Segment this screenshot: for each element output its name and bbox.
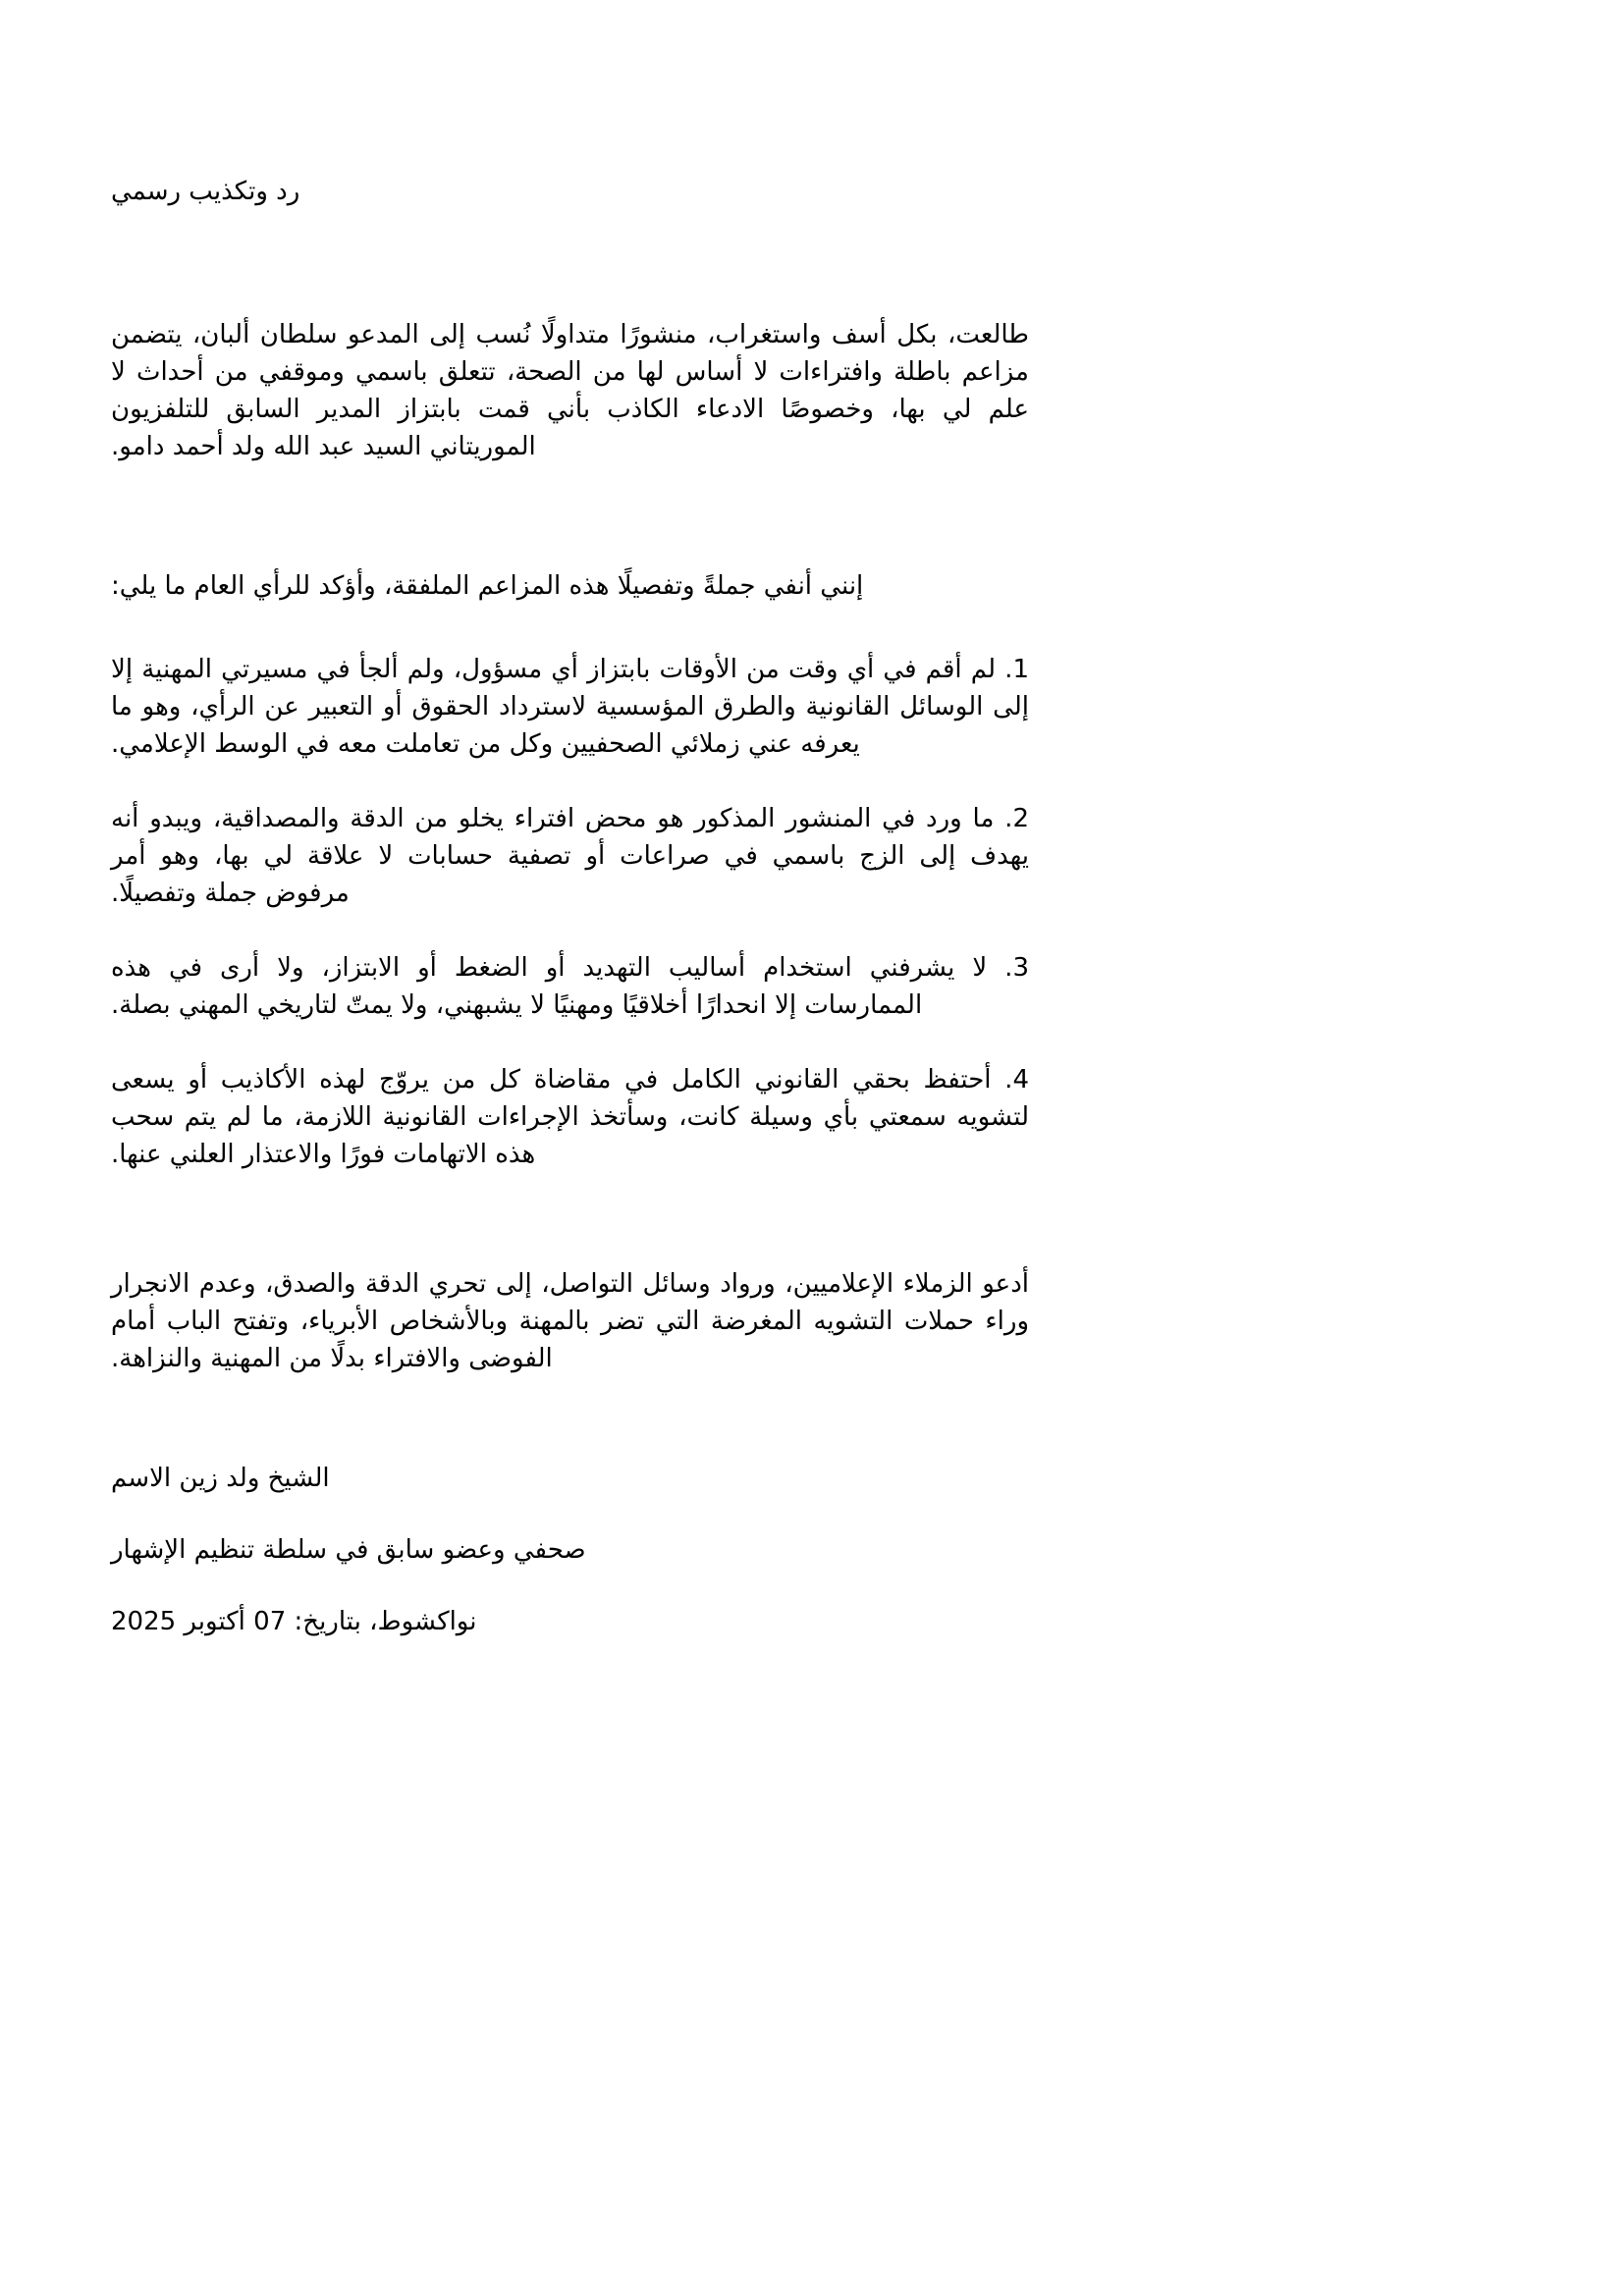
list-item-3: 3. لا يشرفني استخدام أساليب التهديد أو الضغط أو الابتزاز، ولا أرى في هذه الممارسات إلا انحدارًا أخلاقيًا ومهنيًا لا يشبهني، ولا يمتّ لتاريخي المهني بصلة.: [111, 953, 1029, 1020]
opening-paragraph: طالعت، بكل أسف واستغراب، منشورًا متداولًا نُسب إلى المدعو سلطان ألبان، يتضمن مزاعم باطلة وافتراءات لا أساس لها من الصحة، تتعلق باسمي وموقفي من أحداث لا علم لي بها، وخصوصًا الادعاء الكاذب بأني قمت بابتزاز المدير السابق للتلفزيون الموريتاني السيد عبد الله ولد أحمد دامو.: [111, 320, 1029, 461]
intro-line: إنني أنفي جملةً وتفصيلًا هذه المزاعم الملفقة، وأؤكد للرأي العام ما يلي:: [111, 571, 864, 601]
signature-date-line: نواكشوط، بتاريخ: 07 أكتوبر 2025: [111, 1607, 477, 1636]
list-item-4: 4. أحتفظ بحقي القانوني الكامل في مقاضاة كل من يروّج لهذه الأكاذيب أو يسعى لتشويه سمعتي بأي وسيلة كانت، وسأتخذ الإجراءات القانونية اللازمة، ما لم يتم سحب هذه الاتهامات فورًا والاعتذار العلني عنها.: [111, 1065, 1029, 1169]
list-item-2: 2. ما ورد في المنشور المذكور هو محض افتراء يخلو من الدقة والمصداقية، ويبدو أنه يهدف إلى الزج باسمي في صراعات أو تصفية حسابات لا علاقة لي بها، وهو أمر مرفوض جملة وتفصيلًا.: [111, 804, 1029, 908]
list-item-1: 1. لم أقم في أي وقت من الأوقات بابتزاز أي مسؤول، ولم ألجأ في مسيرتي المهنية إلا إلى الوسائل القانونية والطرق المؤسسية لاسترداد الحقوق أو التعبير عن الرأي، وهو ما يعرفه عني زملائي الصحفيين وكل من تعاملت معه في الوسط الإعلامي.: [111, 655, 1029, 759]
signature-role-line: صحفي وعضو سابق في سلطة تنظيم الإشهار: [111, 1535, 586, 1565]
closing-paragraph: أدعو الزملاء الإعلاميين، ورواد وسائل التواصل، إلى تحري الدقة والصدق، وعدم الانجرار وراء حملات التشويه المغرضة التي تضر بالمهنة وبالأشخاص الأبرياء، وتفتح الباب أمام الفوضى والافتراء بدلًا من المهنية والنزاهة.: [111, 1269, 1029, 1373]
document-body: [111, 173, 1029, 1640]
signature-name-line: الشيخ ولد زين الاسم: [111, 1464, 330, 1493]
page-title: رد وتكذيب رسمي: [111, 177, 300, 206]
